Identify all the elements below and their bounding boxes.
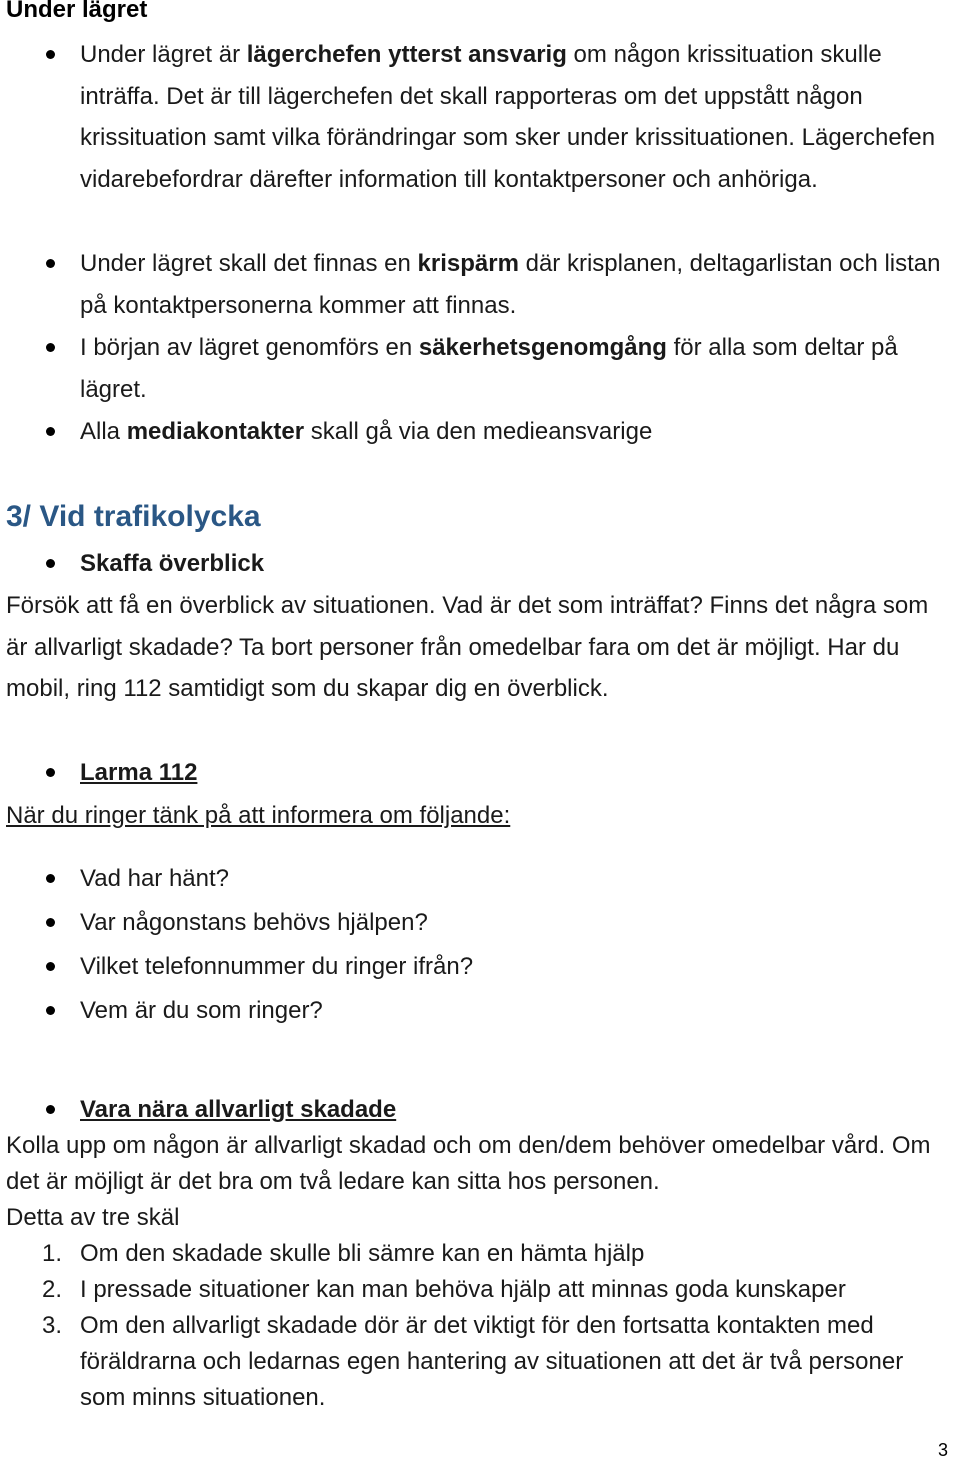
text: där krisplanen, deltagarlistan och listan på kontaktpersonerna kommer att finnas. [80,250,941,319]
reason-number: 3. [42,1312,63,1339]
call-item: Vem är du som ringer? [80,990,952,1032]
call-item: Vilket telefonnummer du ringer ifrån? [80,946,952,988]
text-bold: Skaffa överblick [80,550,265,577]
reason-item [42,1308,950,1416]
stay-text: Kolla upp om någon är allvarligt skadad och om den/dem behöver omedelbar vård. Om det är möjligt är det bra om två ledare kan sitta hos personen. [6,1132,931,1195]
page-number: 3 [937,1440,948,1460]
text: I början av lägret genomförs en [80,334,419,361]
reason-number: 1. [42,1240,63,1267]
reason-item [42,1272,950,1308]
text-bold: krispärm [417,250,519,277]
reasons-intro: Detta av tre skäl [6,1204,180,1231]
heading-camp: Under lägret [6,0,148,23]
text-bold: säkerhetsgenomgång [418,334,667,361]
text: Under lägret skall det finnas en [80,250,418,277]
reason-text: Om den allvarligt skadade dör är det viktigt för den fortsatta kontakten med föräldrarna och ledarnas egen hantering av situationen att det är två personer som minns situationen. [80,1312,904,1411]
camp-bullet-responsible [80,34,952,201]
reason-text: Om den skadade skulle bli sämre kan en hämta hjälp [80,1240,645,1267]
call-item: Var någonstans behövs hjälpen? [80,902,952,944]
text: om någon krissituation skulle inträffa. Det är till lägerchefen det skall rapporteras om det uppstått någon krissituation samt vilka förändringar som sker under krissituationen. Lägerchefen vidarebefordrar därefter information till kontaktpersoner och anhöriga. [80,41,936,194]
overview-text: Försök att få en överblick av situationen. Vad är det som inträffat? Finns det några som är allvarligt skadade? Ta bort personer från omedelbar fara om det är möjligt. Har du mobil, ring 112 samtidigt som du skapar dig en överblick. [6,592,929,702]
camp-bullet-media [80,411,952,453]
overview-label [80,543,952,585]
reason-text: I pressade situationer kan man behöva hjälp att minnas goda kunskaper [80,1276,846,1303]
text: för alla som deltar på lägret. [80,334,898,403]
text: Alla [80,418,127,445]
stay-label [80,1089,952,1131]
text-bold: Vara nära allvarligt skadade [80,1096,397,1123]
text: skall gå via den medieansvarige [304,418,653,445]
camp-bullet-folder [80,243,952,326]
reason-number: 2. [42,1276,63,1303]
text: Under lägret är [80,41,247,68]
reason-item [42,1236,950,1272]
text-bold: lägerchefen ytterst ansvarig [246,41,567,68]
text-bold: mediakontakter [126,418,305,445]
section-title: 3/ Vid trafikolycka [6,500,261,533]
text-bold: Larma 112 [80,759,198,786]
call-intro: När du ringer tänk på att informera om följande: [6,802,511,829]
call-item: Vad har hänt? [80,858,952,900]
call-label [80,752,952,794]
camp-bullet-safety [80,327,952,410]
